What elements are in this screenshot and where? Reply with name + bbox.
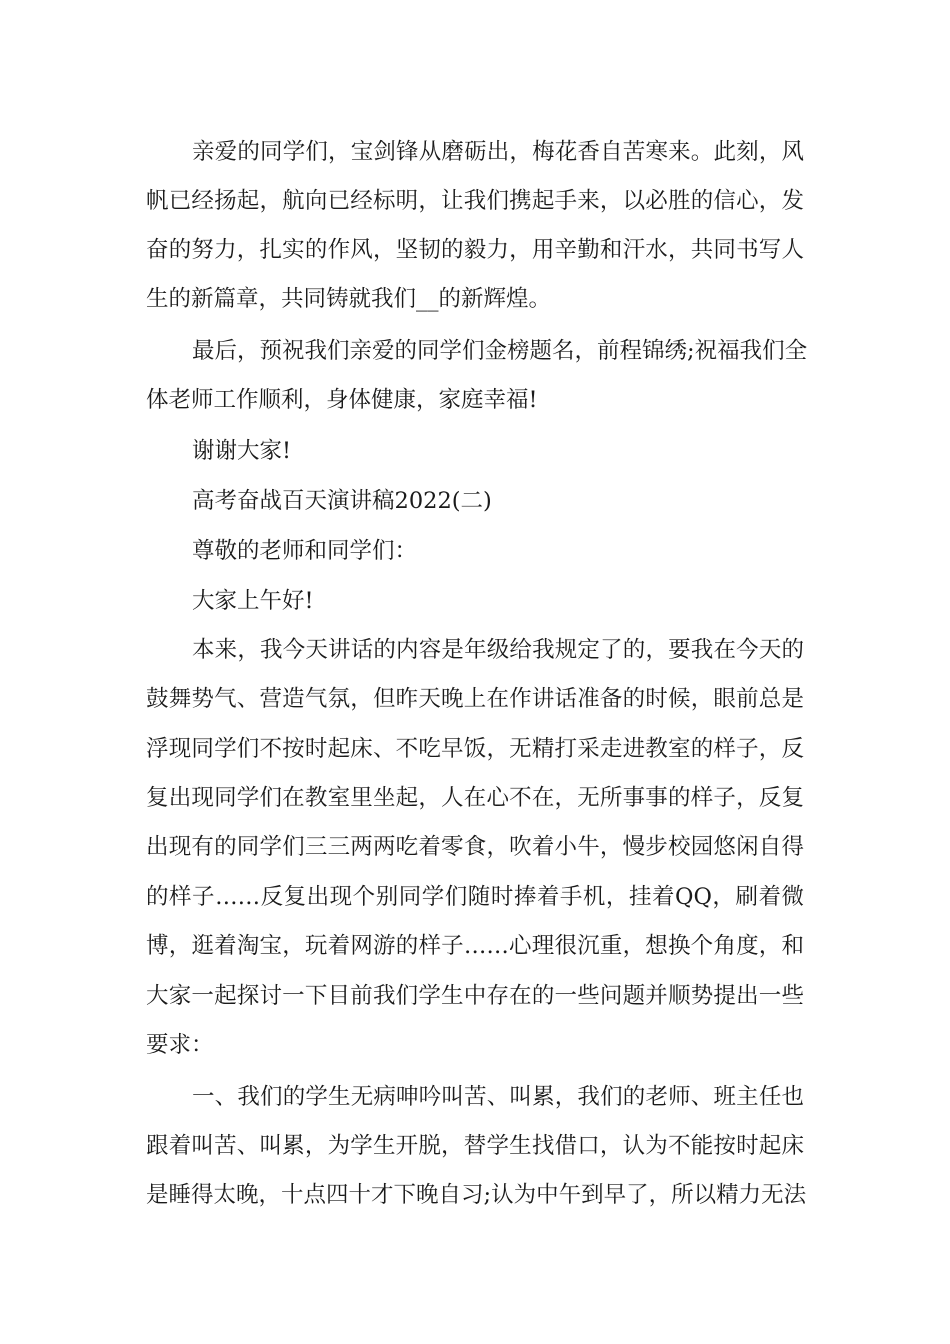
text-line: 生的新篇章，共同铸就我们__的新辉煌。 — [146, 286, 552, 312]
text-line: 尊敬的老师和同学们： — [192, 538, 418, 564]
text-line: 跟着叫苦、叫累，为学生开脱，替学生找借口，认为不能按时起床 — [146, 1133, 804, 1159]
text-line: 出现有的同学们三三两两吃着零食，吹着小牛，慢步校园悠闲自得 — [146, 834, 804, 860]
text-line: 亲爱的同学们，宝剑锋从磨砺出，梅花香自苦寒来。此刻，风 — [192, 139, 804, 165]
text-line: 帆已经扬起，航向已经标明，让我们携起手来，以必胜的信心，发 — [146, 188, 804, 214]
text-line: 奋的努力，扎实的作风，坚韧的毅力，用辛勤和汗水，共同书写人 — [146, 237, 804, 263]
text-line: 鼓舞势气、营造气氛，但昨天晚上在作讲话准备的时候，眼前总是 — [146, 686, 804, 712]
text-line: 一、我们的学生无病呻吟叫苦、叫累，我们的老师、班主任也 — [192, 1084, 804, 1110]
text-line: 大家上午好! — [192, 588, 314, 614]
text-line: 复出现同学们在教室里坐起，人在心不在，无所事事的样子，反复 — [146, 785, 804, 811]
text-line: 博，逛着淘宝，玩着网游的样子……心理很沉重，想换个角度，和 — [146, 933, 804, 959]
text-line: 本来，我今天讲话的内容是年级给我规定了的，要我在今天的 — [192, 637, 804, 663]
text-line: 是睡得太晚，十点四十才下晚自习;认为中午到早了，所以精力无法 — [146, 1182, 807, 1208]
section-title: 高考奋战百天演讲稿2022(二) — [192, 488, 492, 514]
text-line: 最后，预祝我们亲爱的同学们金榜题名，前程锦绣;祝福我们全 — [192, 338, 808, 364]
text-line: 体老师工作顺利，身体健康，家庭幸福! — [146, 387, 538, 413]
text-line: 的样子……反复出现个别同学们随时捧着手机，挂着QQ，刷着微 — [146, 884, 804, 910]
text-line: 大家一起探讨一下目前我们学生中存在的一些问题并顺势提出一些 — [146, 983, 804, 1009]
text-line: 要求： — [146, 1032, 214, 1058]
text-line: 谢谢大家! — [192, 438, 292, 464]
text-line: 浮现同学们不按时起床、不吃早饭，无精打采走进教室的样子，反 — [146, 736, 804, 762]
